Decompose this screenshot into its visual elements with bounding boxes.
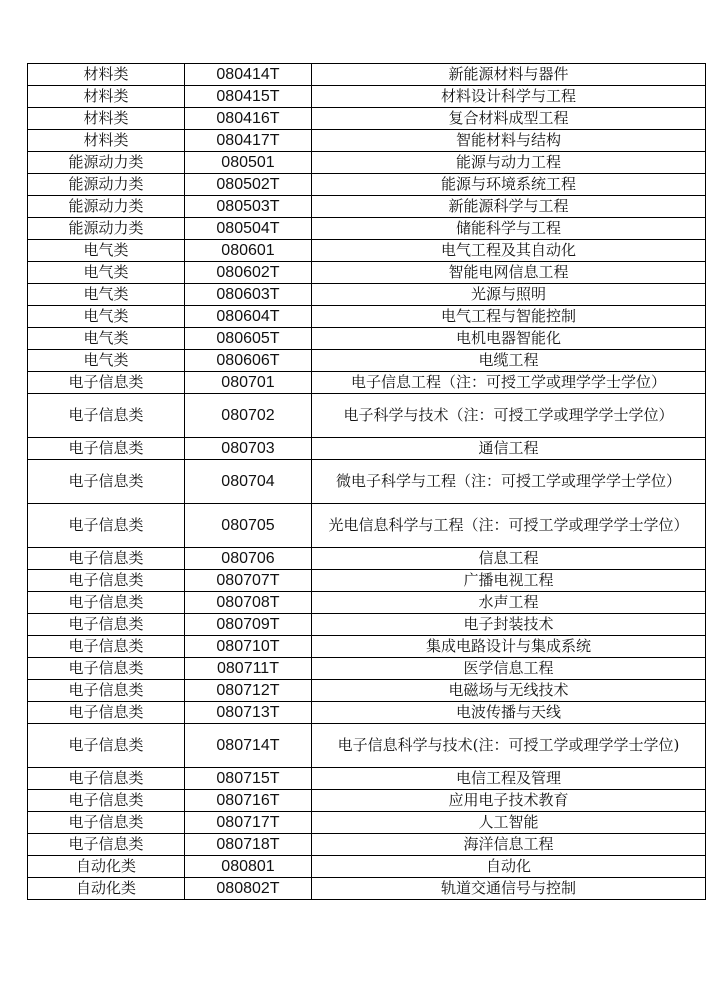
- category-cell: 材料类: [28, 86, 185, 108]
- code-cell: 080707T: [185, 570, 312, 592]
- table-row: [28, 702, 706, 724]
- code-cell: 080417T: [185, 130, 312, 152]
- category-cell: 能源动力类: [28, 218, 185, 240]
- major-name-cell: 光源与照明: [312, 284, 706, 306]
- table-row: [28, 614, 706, 636]
- table-row: [28, 790, 706, 812]
- category-cell: 电子信息类: [28, 548, 185, 570]
- category-cell: 电气类: [28, 350, 185, 372]
- code-cell: 080704: [185, 460, 312, 504]
- major-name-cell: 自动化: [312, 856, 706, 878]
- table-row: [28, 64, 706, 86]
- major-name-cell: 电气工程及其自动化: [312, 240, 706, 262]
- code-cell: 080606T: [185, 350, 312, 372]
- table-row: [28, 262, 706, 284]
- category-cell: 自动化类: [28, 878, 185, 900]
- table-row: [28, 438, 706, 460]
- table-row: [28, 504, 706, 548]
- major-name-cell: 新能源材料与器件: [312, 64, 706, 86]
- code-cell: 080603T: [185, 284, 312, 306]
- table-row: [28, 350, 706, 372]
- category-cell: 自动化类: [28, 856, 185, 878]
- code-cell: 080504T: [185, 218, 312, 240]
- code-cell: 080712T: [185, 680, 312, 702]
- category-cell: 电气类: [28, 284, 185, 306]
- major-name-cell: 电磁场与无线技术: [312, 680, 706, 702]
- major-name-cell: 应用电子技术教育: [312, 790, 706, 812]
- code-cell: 080711T: [185, 658, 312, 680]
- major-name-cell: 电子科学与技术（注：可授工学或理学学士学位）: [312, 394, 706, 438]
- major-name-cell: 电气工程与智能控制: [312, 306, 706, 328]
- major-name-cell: 信息工程: [312, 548, 706, 570]
- code-cell: 080709T: [185, 614, 312, 636]
- table-row: [28, 878, 706, 900]
- table-row: [28, 592, 706, 614]
- table-row: [28, 328, 706, 350]
- category-cell: 材料类: [28, 108, 185, 130]
- code-cell: 080414T: [185, 64, 312, 86]
- code-cell: 080416T: [185, 108, 312, 130]
- table-row: [28, 834, 706, 856]
- table-row: [28, 680, 706, 702]
- table-row: [28, 284, 706, 306]
- major-name-cell: 人工智能: [312, 812, 706, 834]
- code-cell: 080708T: [185, 592, 312, 614]
- category-cell: 电子信息类: [28, 768, 185, 790]
- code-cell: 080601: [185, 240, 312, 262]
- code-cell: 080602T: [185, 262, 312, 284]
- category-cell: 电子信息类: [28, 658, 185, 680]
- category-cell: 电子信息类: [28, 680, 185, 702]
- table-row: [28, 130, 706, 152]
- code-cell: 080801: [185, 856, 312, 878]
- major-name-cell: 储能科学与工程: [312, 218, 706, 240]
- category-cell: 电子信息类: [28, 592, 185, 614]
- code-cell: 080503T: [185, 196, 312, 218]
- category-cell: 电子信息类: [28, 834, 185, 856]
- table-row: [28, 856, 706, 878]
- category-cell: 电子信息类: [28, 812, 185, 834]
- code-cell: 080502T: [185, 174, 312, 196]
- category-cell: 材料类: [28, 64, 185, 86]
- category-cell: 电子信息类: [28, 460, 185, 504]
- major-name-cell: 新能源科学与工程: [312, 196, 706, 218]
- table-row: [28, 218, 706, 240]
- table-row: [28, 636, 706, 658]
- major-name-cell: 能源与动力工程: [312, 152, 706, 174]
- code-cell: 080703: [185, 438, 312, 460]
- major-name-cell: 微电子科学与工程（注：可授工学或理学学士学位）: [312, 460, 706, 504]
- major-name-cell: 电子信息科学与技术(注：可授工学或理学学士学位): [312, 724, 706, 768]
- code-cell: 080605T: [185, 328, 312, 350]
- table-row: [28, 460, 706, 504]
- category-cell: 电子信息类: [28, 372, 185, 394]
- table-row: [28, 240, 706, 262]
- code-cell: 080710T: [185, 636, 312, 658]
- code-cell: 080714T: [185, 724, 312, 768]
- category-cell: 电子信息类: [28, 636, 185, 658]
- category-cell: 电气类: [28, 240, 185, 262]
- major-name-cell: 轨道交通信号与控制: [312, 878, 706, 900]
- table-row: [28, 812, 706, 834]
- table-row: [28, 394, 706, 438]
- major-name-cell: 光电信息科学与工程（注：可授工学或理学学士学位）: [312, 504, 706, 548]
- major-table-body: [28, 64, 706, 900]
- major-name-cell: 电机电器智能化: [312, 328, 706, 350]
- major-name-cell: 海洋信息工程: [312, 834, 706, 856]
- major-name-cell: 能源与环境系统工程: [312, 174, 706, 196]
- code-cell: 080415T: [185, 86, 312, 108]
- major-name-cell: 电波传播与天线: [312, 702, 706, 724]
- major-name-cell: 电子信息工程（注：可授工学或理学学士学位）: [312, 372, 706, 394]
- major-name-cell: 电信工程及管理: [312, 768, 706, 790]
- category-cell: 电气类: [28, 262, 185, 284]
- category-cell: 电气类: [28, 306, 185, 328]
- code-cell: 080716T: [185, 790, 312, 812]
- major-name-cell: 复合材料成型工程: [312, 108, 706, 130]
- major-name-cell: 电缆工程: [312, 350, 706, 372]
- code-cell: 080717T: [185, 812, 312, 834]
- major-name-cell: 通信工程: [312, 438, 706, 460]
- table-row: [28, 724, 706, 768]
- category-cell: 电子信息类: [28, 570, 185, 592]
- major-table: [27, 63, 706, 900]
- code-cell: 080718T: [185, 834, 312, 856]
- table-row: [28, 86, 706, 108]
- category-cell: 能源动力类: [28, 174, 185, 196]
- table-row: [28, 768, 706, 790]
- category-cell: 电子信息类: [28, 724, 185, 768]
- category-cell: 电气类: [28, 328, 185, 350]
- major-name-cell: 广播电视工程: [312, 570, 706, 592]
- table-row: [28, 174, 706, 196]
- category-cell: 能源动力类: [28, 196, 185, 218]
- category-cell: 电子信息类: [28, 790, 185, 812]
- code-cell: 080706: [185, 548, 312, 570]
- category-cell: 能源动力类: [28, 152, 185, 174]
- category-cell: 材料类: [28, 130, 185, 152]
- table-row: [28, 548, 706, 570]
- major-name-cell: 材料设计科学与工程: [312, 86, 706, 108]
- code-cell: 080715T: [185, 768, 312, 790]
- table-row: [28, 306, 706, 328]
- major-name-cell: 智能材料与结构: [312, 130, 706, 152]
- table-row: [28, 152, 706, 174]
- code-cell: 080604T: [185, 306, 312, 328]
- code-cell: 080701: [185, 372, 312, 394]
- major-name-cell: 水声工程: [312, 592, 706, 614]
- major-catalog-sheet: [27, 63, 689, 900]
- table-row: [28, 658, 706, 680]
- code-cell: 080705: [185, 504, 312, 548]
- category-cell: 电子信息类: [28, 438, 185, 460]
- major-name-cell: 医学信息工程: [312, 658, 706, 680]
- category-cell: 电子信息类: [28, 394, 185, 438]
- category-cell: 电子信息类: [28, 614, 185, 636]
- category-cell: 电子信息类: [28, 702, 185, 724]
- major-name-cell: 电子封装技术: [312, 614, 706, 636]
- major-name-cell: 集成电路设计与集成系统: [312, 636, 706, 658]
- category-cell: 电子信息类: [28, 504, 185, 548]
- table-row: [28, 372, 706, 394]
- major-name-cell: 智能电网信息工程: [312, 262, 706, 284]
- code-cell: 080702: [185, 394, 312, 438]
- code-cell: 080713T: [185, 702, 312, 724]
- table-row: [28, 108, 706, 130]
- table-row: [28, 196, 706, 218]
- code-cell: 080802T: [185, 878, 312, 900]
- table-row: [28, 570, 706, 592]
- code-cell: 080501: [185, 152, 312, 174]
